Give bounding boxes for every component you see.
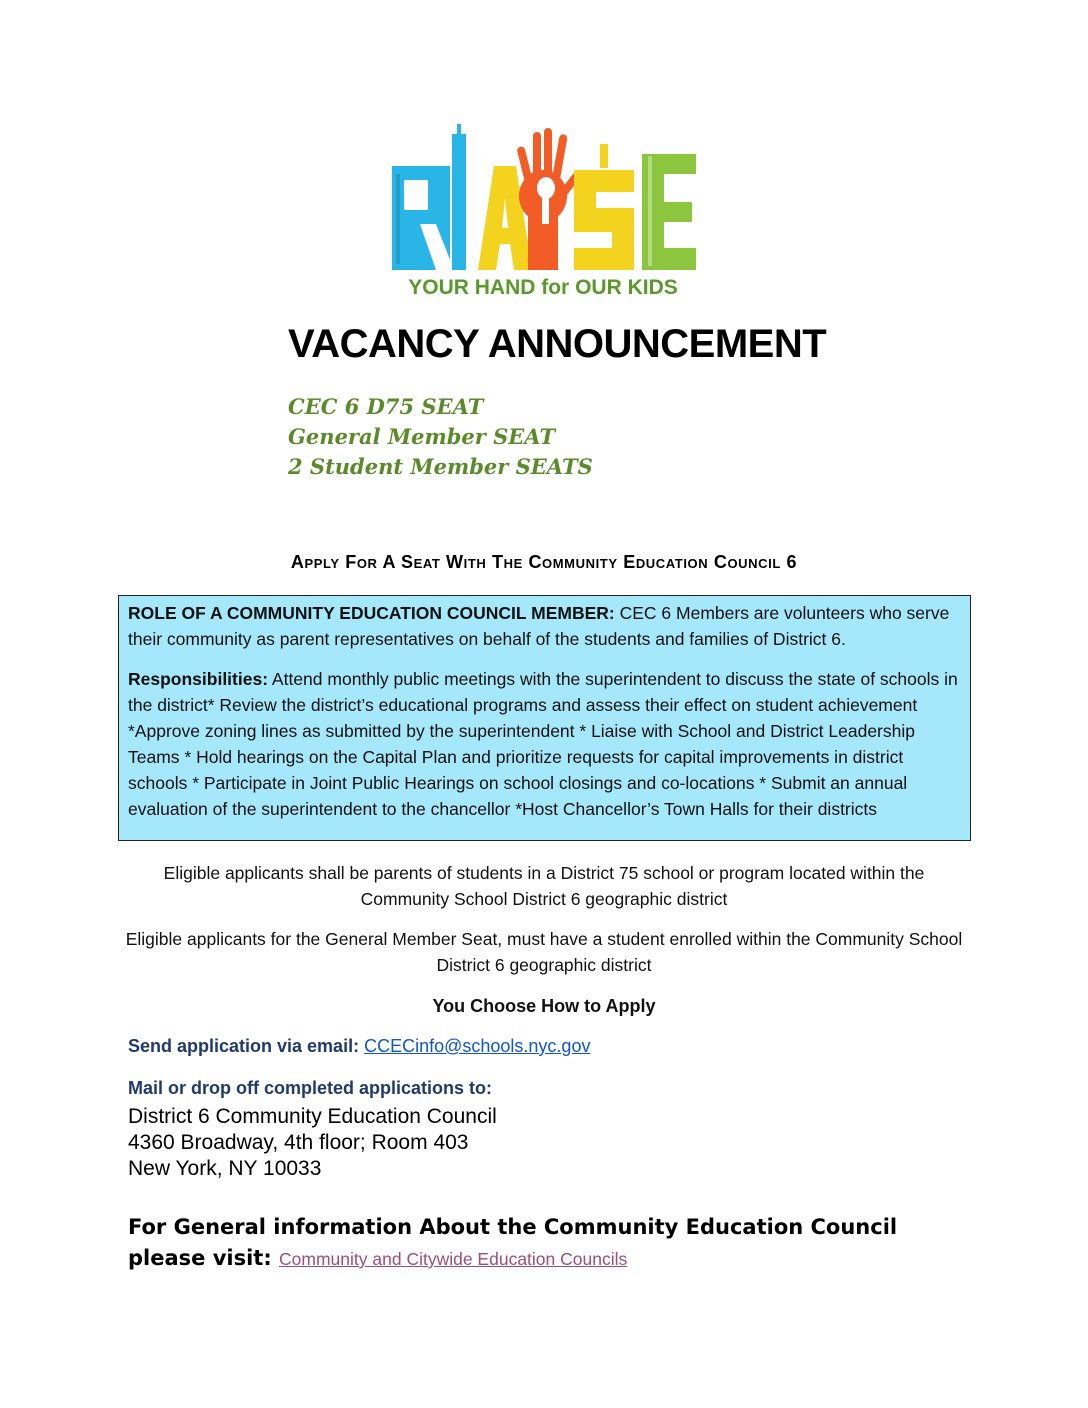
seat-item: General Member SEAT bbox=[288, 424, 556, 449]
responsibilities-text: Attend monthly public meetings with the superintendent to discuss the state of schools in the district* Review the district’s educational programs and assess their effect on student achievement *Approve zoning lines as submitted by the superintendent * Liaise with School and District Leadership Teams * Hold hearings on the Capital Plan and prioritize requests for capital improvements in district schools * Participate in Joint Public Hearings on school closings and co-locations * Submit an annual evaluation of the superintendent to the chancellor *Host Chancellor’s Town Halls for their districts bbox=[128, 669, 958, 819]
responsibilities-label: Responsibilities: bbox=[128, 669, 269, 689]
general-info-line: For General information About the Community Education Council bbox=[128, 1215, 898, 1239]
mailing-address bbox=[128, 1104, 497, 1182]
logo-letter-r bbox=[392, 166, 454, 270]
eligibility-general: Eligible applicants for the General Member Seat, must have a student enrolled within the Community School District 6 geographic district bbox=[125, 929, 963, 975]
role-paragraph bbox=[128, 600, 962, 652]
general-info bbox=[128, 1212, 897, 1275]
raise-logo bbox=[386, 124, 700, 300]
apply-heading: Apply For A Seat With The Community Education Council 6 bbox=[290, 552, 798, 572]
visit-prefix: please visit: bbox=[128, 1246, 272, 1270]
seat-item: CEC 6 D75 SEAT bbox=[288, 394, 484, 419]
logo-tagline: YOUR HAND for OUR KIDS bbox=[408, 276, 678, 299]
seat-list bbox=[288, 392, 593, 482]
choose-heading: You Choose How to Apply bbox=[432, 996, 656, 1016]
address-line: 4360 Broadway, 4th floor; Room 403 bbox=[128, 1131, 469, 1154]
role-heading: ROLE OF A COMMUNITY EDUCATION COUNCIL MEMBER: bbox=[128, 603, 615, 623]
general-info-line2 bbox=[128, 1243, 897, 1275]
eligibility-d75: Eligible applicants shall be parents of students in a District 75 school or program located within the Community School District 6 geographic district bbox=[163, 863, 925, 909]
email-link[interactable]: CCECinfo@schools.nyc.gov bbox=[364, 1036, 591, 1056]
councils-link[interactable]: Community and Citywide Education Councils bbox=[279, 1249, 628, 1269]
seat-item: 2 Student Member SEATS bbox=[288, 454, 593, 479]
role-description-box bbox=[118, 595, 971, 841]
address-line: New York, NY 10033 bbox=[128, 1157, 322, 1180]
responsibilities-paragraph bbox=[128, 666, 962, 822]
address-line: District 6 Community Education Council bbox=[128, 1105, 497, 1128]
logo-letter-s bbox=[574, 144, 634, 270]
logo-letter-e bbox=[642, 154, 696, 270]
mail-label: Mail or drop off completed applications to: bbox=[128, 1078, 493, 1098]
email-line bbox=[128, 1036, 590, 1057]
page-title: VACANCY ANNOUNCEMENT bbox=[288, 322, 827, 366]
role-text: CEC 6 Members are volunteers who serve their community as parent representatives on behalf of the students and families of District 6. bbox=[128, 603, 950, 649]
email-label: Send application via email: bbox=[128, 1036, 360, 1056]
building-icon bbox=[452, 124, 466, 270]
